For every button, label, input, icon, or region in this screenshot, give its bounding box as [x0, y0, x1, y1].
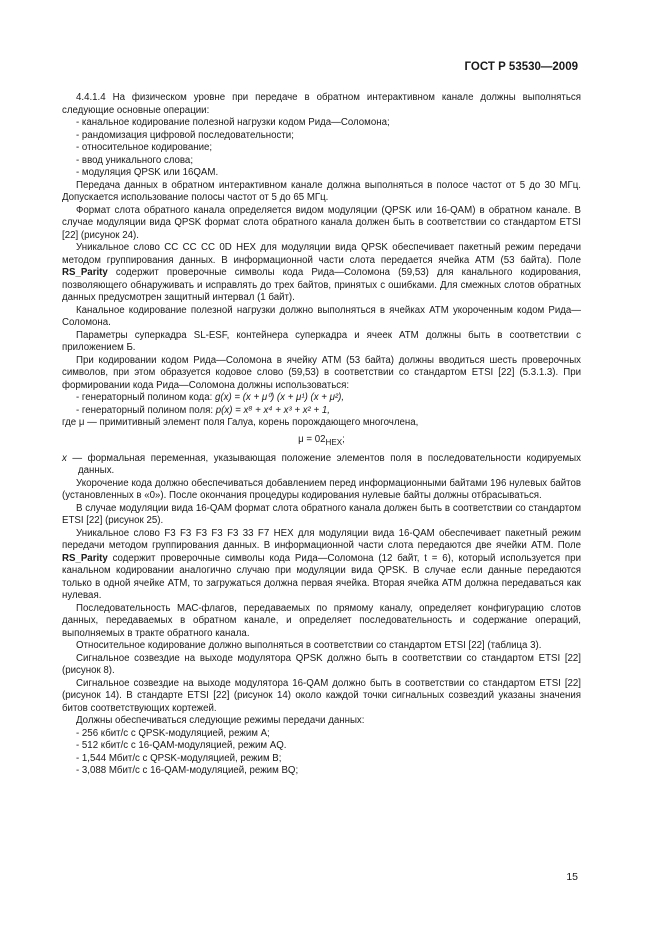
- paragraph: Сигнальное созвездие на выходе модулятора 16-QAM должно быть в соответствии со стандартом ETSI [22] (рисунок 14). В стандарте ETSI [22] (рисунок 14) около каждой точки сигнальных созвездий указаны значения битов соответствующих кортежей.: [62, 677, 581, 714]
- paragraph: Должны обеспечиваться следующие режимы передачи данных:: [76, 715, 365, 727]
- list-item: - канальное кодирование полезной нагрузки кодом Рида—Соломона;: [76, 117, 390, 128]
- list-item: [62, 405, 581, 418]
- paragraph: Укорочение кода должно обеспечиваться добавлением перед информационными байтами 196 нулевых байтов (установленных в «0»). После окончания процедуры кодирования нулевые байты должны отбрасываться.: [62, 477, 581, 502]
- paragraph: В случае модуляции вида 16-QAM формат слота обратного канала должен быть в соответствии со стандартом ETSI [22] (рисунок 25).: [62, 502, 581, 527]
- item-text: - генераторный полином кода:: [76, 392, 213, 403]
- paragraph-text: Уникальное слово F3 F3 F3 F3 F3 33 F7 HEX для модуляции вида 16-QAM обеспечивает пакетный режим передачи методом группирования данных. В информационной части слота передаются две ячейки АТМ. Поле: [62, 527, 581, 552]
- formula-text: μ = 02: [298, 433, 326, 445]
- paragraph: 4.4.1.4 На физическом уровне при передаче в обратном интерактивном канале должны выполняться следующие основные операции:: [62, 92, 581, 116]
- paragraph: где μ — примитивный элемент поля Галуа, корень порождающего многочлена,: [62, 417, 419, 428]
- paragraph: Относительное кодирование должно выполняться в соответствии со стандартом ETSI [22] (таблица 3).: [76, 640, 542, 652]
- paragraph-text: содержит проверочные символы кода Рида—Соломона (59,53) для канального кодирования, позволяющего обнаруживать и исправлять до трех байтов, принятых с ошибками. Для смежных слотов обратных данных предусмотрен защитный интервал (1 байт).: [62, 267, 581, 303]
- paragraph: [62, 528, 581, 603]
- list-item: - 3,088 Мбит/с с 16-QAM-модуляцией, режим BQ;: [76, 765, 299, 777]
- paragraph: При кодировании кодом Рида—Соломона в ячейку АТМ (53 байта) должны вводиться шесть проверочных символов, при этом образуется кодовое слово (59,53) в соответствии со стандартом ETSI [22] (5.3.1.3). При формировании кода Рида—Соломона должны использоваться:: [62, 354, 581, 391]
- formula: [62, 434, 581, 449]
- formula: p(x) = x⁸ + x⁴ + x³ + x² + 1,: [215, 404, 330, 416]
- list-item: - ввод уникального слова;: [76, 154, 194, 166]
- body-text: [62, 92, 581, 778]
- list-item: - 512 кбит/с с 16-QAM-модуляцией, режим AQ.: [76, 740, 287, 752]
- list-item: [62, 392, 581, 405]
- list-item: - рандомизация цифровой последовательности;: [76, 129, 294, 141]
- paragraph: Канальное кодирование полезной нагрузки должно выполняться в ячейках АТМ укороченным кодом Рида—Соломона.: [62, 304, 581, 328]
- list-item: - относительное кодирование;: [76, 142, 213, 153]
- standard-number: ГОСТ Р 53530—2009: [464, 61, 578, 73]
- paragraph: Сигнальное созвездие на выходе модулятора QPSK должно быть в соответствии со стандартом ETSI [22] (рисунок 8).: [62, 652, 581, 677]
- paragraph: Параметры суперкадра SL-ESF, контейнера суперкадра и ячеек АТМ должны быть в соответствии с приложением Б.: [62, 329, 581, 353]
- variable: x: [62, 452, 67, 464]
- formula-punct: ;: [342, 433, 345, 445]
- paragraph: Формат слота обратного канала определяется видом модуляции (QPSK или 16-QAM) в обратном канале. В случае модуляции вида QPSK формат слота обратного канала должен быть в соответствии со стандартом ETSI [22] (рисунок 24).: [62, 204, 581, 241]
- subscript: HEX: [325, 437, 343, 447]
- formula: g(x) = (x + μ⁰) (x + μ¹) (x + μ²),: [214, 392, 345, 403]
- field-name: RS_Parity: [62, 552, 108, 564]
- paragraph: [62, 242, 581, 305]
- list-item: - модуляция QPSK или 16QAM.: [76, 167, 219, 178]
- paragraph-text: Уникальное слово CC CC CC 0D HEX для модуляции вида QPSK обеспечивает пакетный режим передачи методом группирования данных. В информационной части слота передается ячейка АТМ (53 байта). Поле: [62, 242, 581, 266]
- definition-text: — формальная переменная, указывающая положение элементов поля в последовательности кодируемых данных.: [72, 452, 581, 477]
- paragraph: Передача данных в обратном интерактивном канале должна выполняться в полосе частот от 5 до 30 МГц. Допускается использование полосы частот от 5 до 65 МГц.: [62, 179, 581, 203]
- field-name: RS_Parity: [62, 267, 108, 278]
- list-item: - 1,544 Мбит/с с QPSK-модуляцией, режим В;: [76, 752, 282, 764]
- paragraph: Последовательность МАС-флагов, передаваемых по прямому каналу, определяет конфигурацию слотов данных, передаваемых в обратном канале, и определяет последовательность и содержание операций, выполняемых в тракте обратного канала.: [62, 602, 581, 639]
- list-item: - 256 кбит/с с QPSK-модуляцией, режим А;: [76, 727, 270, 739]
- page-number: 15: [566, 871, 578, 883]
- paragraph-text: содержит проверочные символы кода Рида—Соломона (12 байт, t = 6), который используется при канальном кодировании аналогично случаю при модуляции вида QPSK. В случае если данные передаются только в одной ячейке АТМ, то загружаться должна первая ячейка. Вторая ячейка АТМ должна передаваться как нулевая.: [62, 552, 581, 602]
- item-text: - генераторный полином поля:: [76, 404, 214, 416]
- definition: [62, 453, 581, 478]
